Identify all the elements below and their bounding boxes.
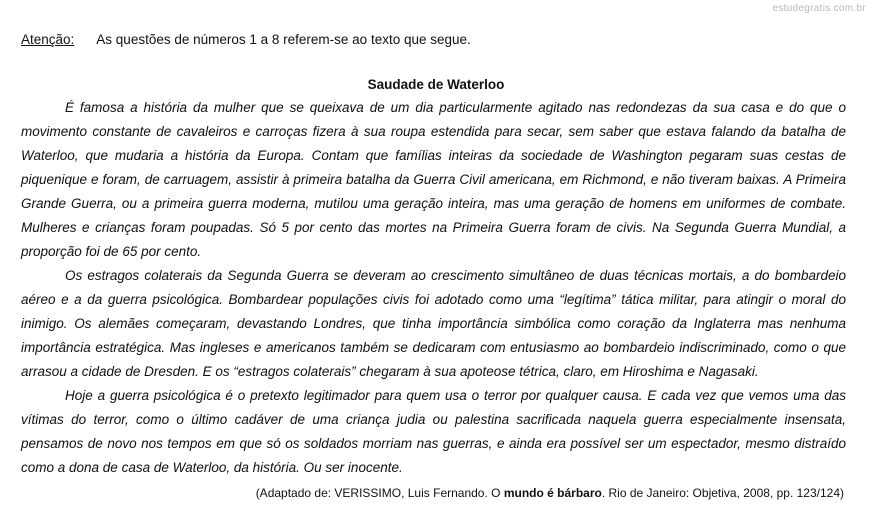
source-citation — [256, 486, 844, 500]
source-suffix: . Rio de Janeiro: Objetiva, 2008, pp. 123/124) — [601, 486, 844, 500]
notice-message: As questões de números 1 a 8 referem-se ao texto que segue. — [96, 32, 471, 47]
article-title: Saudade de Waterloo — [367, 77, 505, 92]
site-watermark: estudegratis.com.br — [772, 3, 866, 14]
article-paragraph-2: Os estragos colaterais da Segunda Guerra se deveram ao crescimento simultâneo de duas técnicas mortais, a do bombardeio aéreo e a da guerra psicológica. Bombardear populações civis foi adotado como uma “legítima” tática militar, para atingir o moral do inimigo. Os alemães começaram, devastando Londres, que tinha importância simbólica como coração da Inglaterra mas nenhuma importância estratégica. Mas ingleses e americanos também se dedicaram com entusiasmo ao bombardeio indiscriminado, como o que arrasou a cidade de Dresden. E os “estragos colaterais” chegaram à sua apoteose tétrica, claro, em Hiroshima e Nagasaki. — [21, 268, 846, 379]
source-prefix: (Adaptado de: VERISSIMO, Luis Fernando. O — [255, 486, 504, 500]
notice-label: Atenção: — [21, 32, 75, 47]
notice-line — [21, 32, 471, 47]
article-body — [21, 96, 846, 480]
article-paragraph-3: Hoje a guerra psicológica é o pretexto legitimador para quem usa o terror por qualquer causa. E cada vez que vemos uma das vítimas do terror, como o último cadáver de uma criança judia ou palestina sacrificada naquela guerra especialmente insensata, pensamos de novo nos tempos em que só os soldados morriam nas guerras, e ainda era possível ser um espectador, mesmo distraído como a dona de casa de Waterloo, da história. Ou ser inocente. — [21, 388, 846, 475]
source-book-title: mundo é bárbaro — [503, 486, 602, 500]
article-paragraph-1: É famosa a história da mulher que se queixava de um dia particularmente agitado nas redondezas da sua casa e do que o movimento constante de cavaleiros e carroças fizera à sua roupa estendida para secar, sem saber que estava falando da batalha de Waterloo, que mudaria a história da Europa. Contam que famílias inteiras da sociedade de Washington pegaram suas cestas de piquenique e foram, de carruagem, assistir à primeira batalha da Guerra Civil americana, em Richmond, e não tiveram baixas. A Primeira Grande Guerra, ou a primeira guerra moderna, mutilou uma geração inteira, mas uma geração de homens em uniformes de combate. Mulheres e crianças foram poupadas. Só 5 por cento das mortes na Primeira Guerra foram de civis. Na Segunda Guerra Mundial, a proporção foi de 65 por cento. — [21, 100, 846, 259]
